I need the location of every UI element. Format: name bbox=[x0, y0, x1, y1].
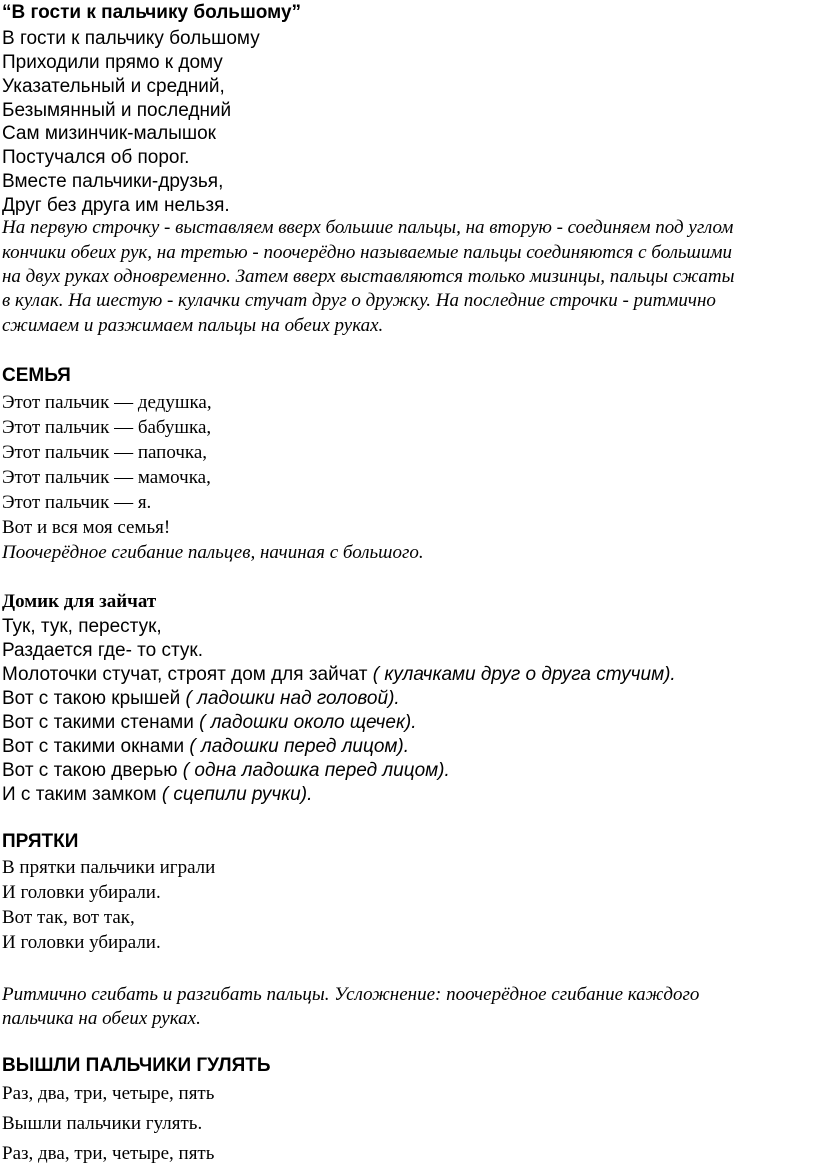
section-title-semya: СЕМЬЯ bbox=[2, 365, 71, 386]
poem-line: Вот так, вот так, bbox=[2, 907, 135, 928]
section-title-domik: Домик для зайчат bbox=[2, 591, 157, 612]
instruction-line: кончики обеих рук, на третью - поочерёдно называемые пальцы соединяются с большими bbox=[2, 242, 733, 263]
gesture-note: ( сцепили ручки). bbox=[161, 784, 313, 805]
poem-line: И головки убирали. bbox=[2, 882, 161, 903]
poem-text: Вот с такою дверью bbox=[2, 760, 183, 781]
poem-line bbox=[2, 664, 676, 686]
poem-line: Раз, два, три, четыре, пять bbox=[2, 1143, 215, 1164]
section-title-vyshli: ВЫШЛИ ПАЛЬЧИКИ ГУЛЯТЬ bbox=[2, 1055, 271, 1076]
gesture-note: ( одна ладошка перед лицом). bbox=[182, 760, 450, 781]
poem-line: Безымянный и последний bbox=[2, 100, 232, 121]
poem-line: В гости к пальчику большому bbox=[2, 28, 260, 49]
poem-line: Этот пальчик — мамочка, bbox=[2, 467, 211, 488]
poem-line bbox=[2, 760, 450, 782]
section-title-v-gosti: “В гости к пальчику большому” bbox=[2, 2, 302, 23]
poem-line: Указательный и средний, bbox=[2, 76, 225, 97]
instruction-line: На первую строчку - выставляем вверх большие пальцы, на вторую - соединяем под углом bbox=[2, 217, 734, 238]
poem-text: Тук, тук, перестук, bbox=[2, 616, 162, 637]
poem-line bbox=[2, 688, 400, 710]
poem-text: Раздается где- то стук. bbox=[2, 640, 204, 661]
poem-text: Вот с такою крышей bbox=[2, 688, 186, 709]
instruction-line: Ритмично сгибать и разгибать пальцы. Усложнение: поочерёдное сгибание каждого bbox=[2, 984, 700, 1005]
instruction-line: сжимаем и разжимаем пальцы на обеих руках. bbox=[2, 315, 384, 336]
poem-line: Вышли пальчики гулять. bbox=[2, 1113, 203, 1134]
poem-line: Вот и вся моя семья! bbox=[2, 517, 171, 538]
poem-line bbox=[2, 712, 417, 734]
gesture-note: ( кулачками друг о друга стучим). bbox=[372, 664, 676, 685]
poem-line: Постучался об порог. bbox=[2, 147, 190, 168]
gesture-note: ( ладошки перед лицом). bbox=[189, 736, 410, 757]
instruction-line: пальчика на обеих руках. bbox=[2, 1008, 201, 1029]
section-title-pryatki: ПРЯТКИ bbox=[2, 831, 79, 852]
poem-line: Этот пальчик — дедушка, bbox=[2, 392, 212, 413]
gesture-note: ( ладошки около щечек). bbox=[199, 712, 417, 733]
poem-line: Этот пальчик — я. bbox=[2, 492, 152, 513]
poem-line bbox=[2, 640, 203, 662]
poem-text: Вот с такими стенами bbox=[2, 712, 200, 733]
poem-line: Приходили прямо к дому bbox=[2, 52, 223, 73]
poem-text: Молоточки стучат, строят дом для зайчат bbox=[2, 664, 373, 685]
poem-line: В прятки пальчики играли bbox=[2, 857, 216, 878]
poem-text: И с таким замком bbox=[2, 784, 162, 805]
poem-line: Вместе пальчики-друзья, bbox=[2, 171, 224, 192]
poem-line bbox=[2, 736, 409, 758]
poem-line: Этот пальчик — бабушка, bbox=[2, 417, 212, 438]
gesture-note: ( ладошки над головой). bbox=[185, 688, 400, 709]
poem-line: Сам мизинчик-малышок bbox=[2, 123, 216, 144]
instruction-line: Поочерёдное сгибание пальцев, начиная с большого. bbox=[2, 542, 424, 563]
poem-line: Друг без друга им нельзя. bbox=[2, 195, 230, 216]
poem-line: Раз, два, три, четыре, пять bbox=[2, 1083, 215, 1104]
poem-text: Вот с такими окнами bbox=[2, 736, 190, 757]
poem-line: Этот пальчик — папочка, bbox=[2, 442, 208, 463]
poem-line: И головки убирали. bbox=[2, 932, 161, 953]
instruction-line: в кулак. На шестую - кулачки стучат друг о дружку. На последние строчки - ритмично bbox=[2, 290, 716, 311]
poem-line bbox=[2, 784, 312, 806]
poem-line bbox=[2, 616, 162, 638]
instruction-line: на двух руках одновременно. Затем вверх выставляются только мизинцы, пальцы сжаты bbox=[2, 266, 735, 287]
